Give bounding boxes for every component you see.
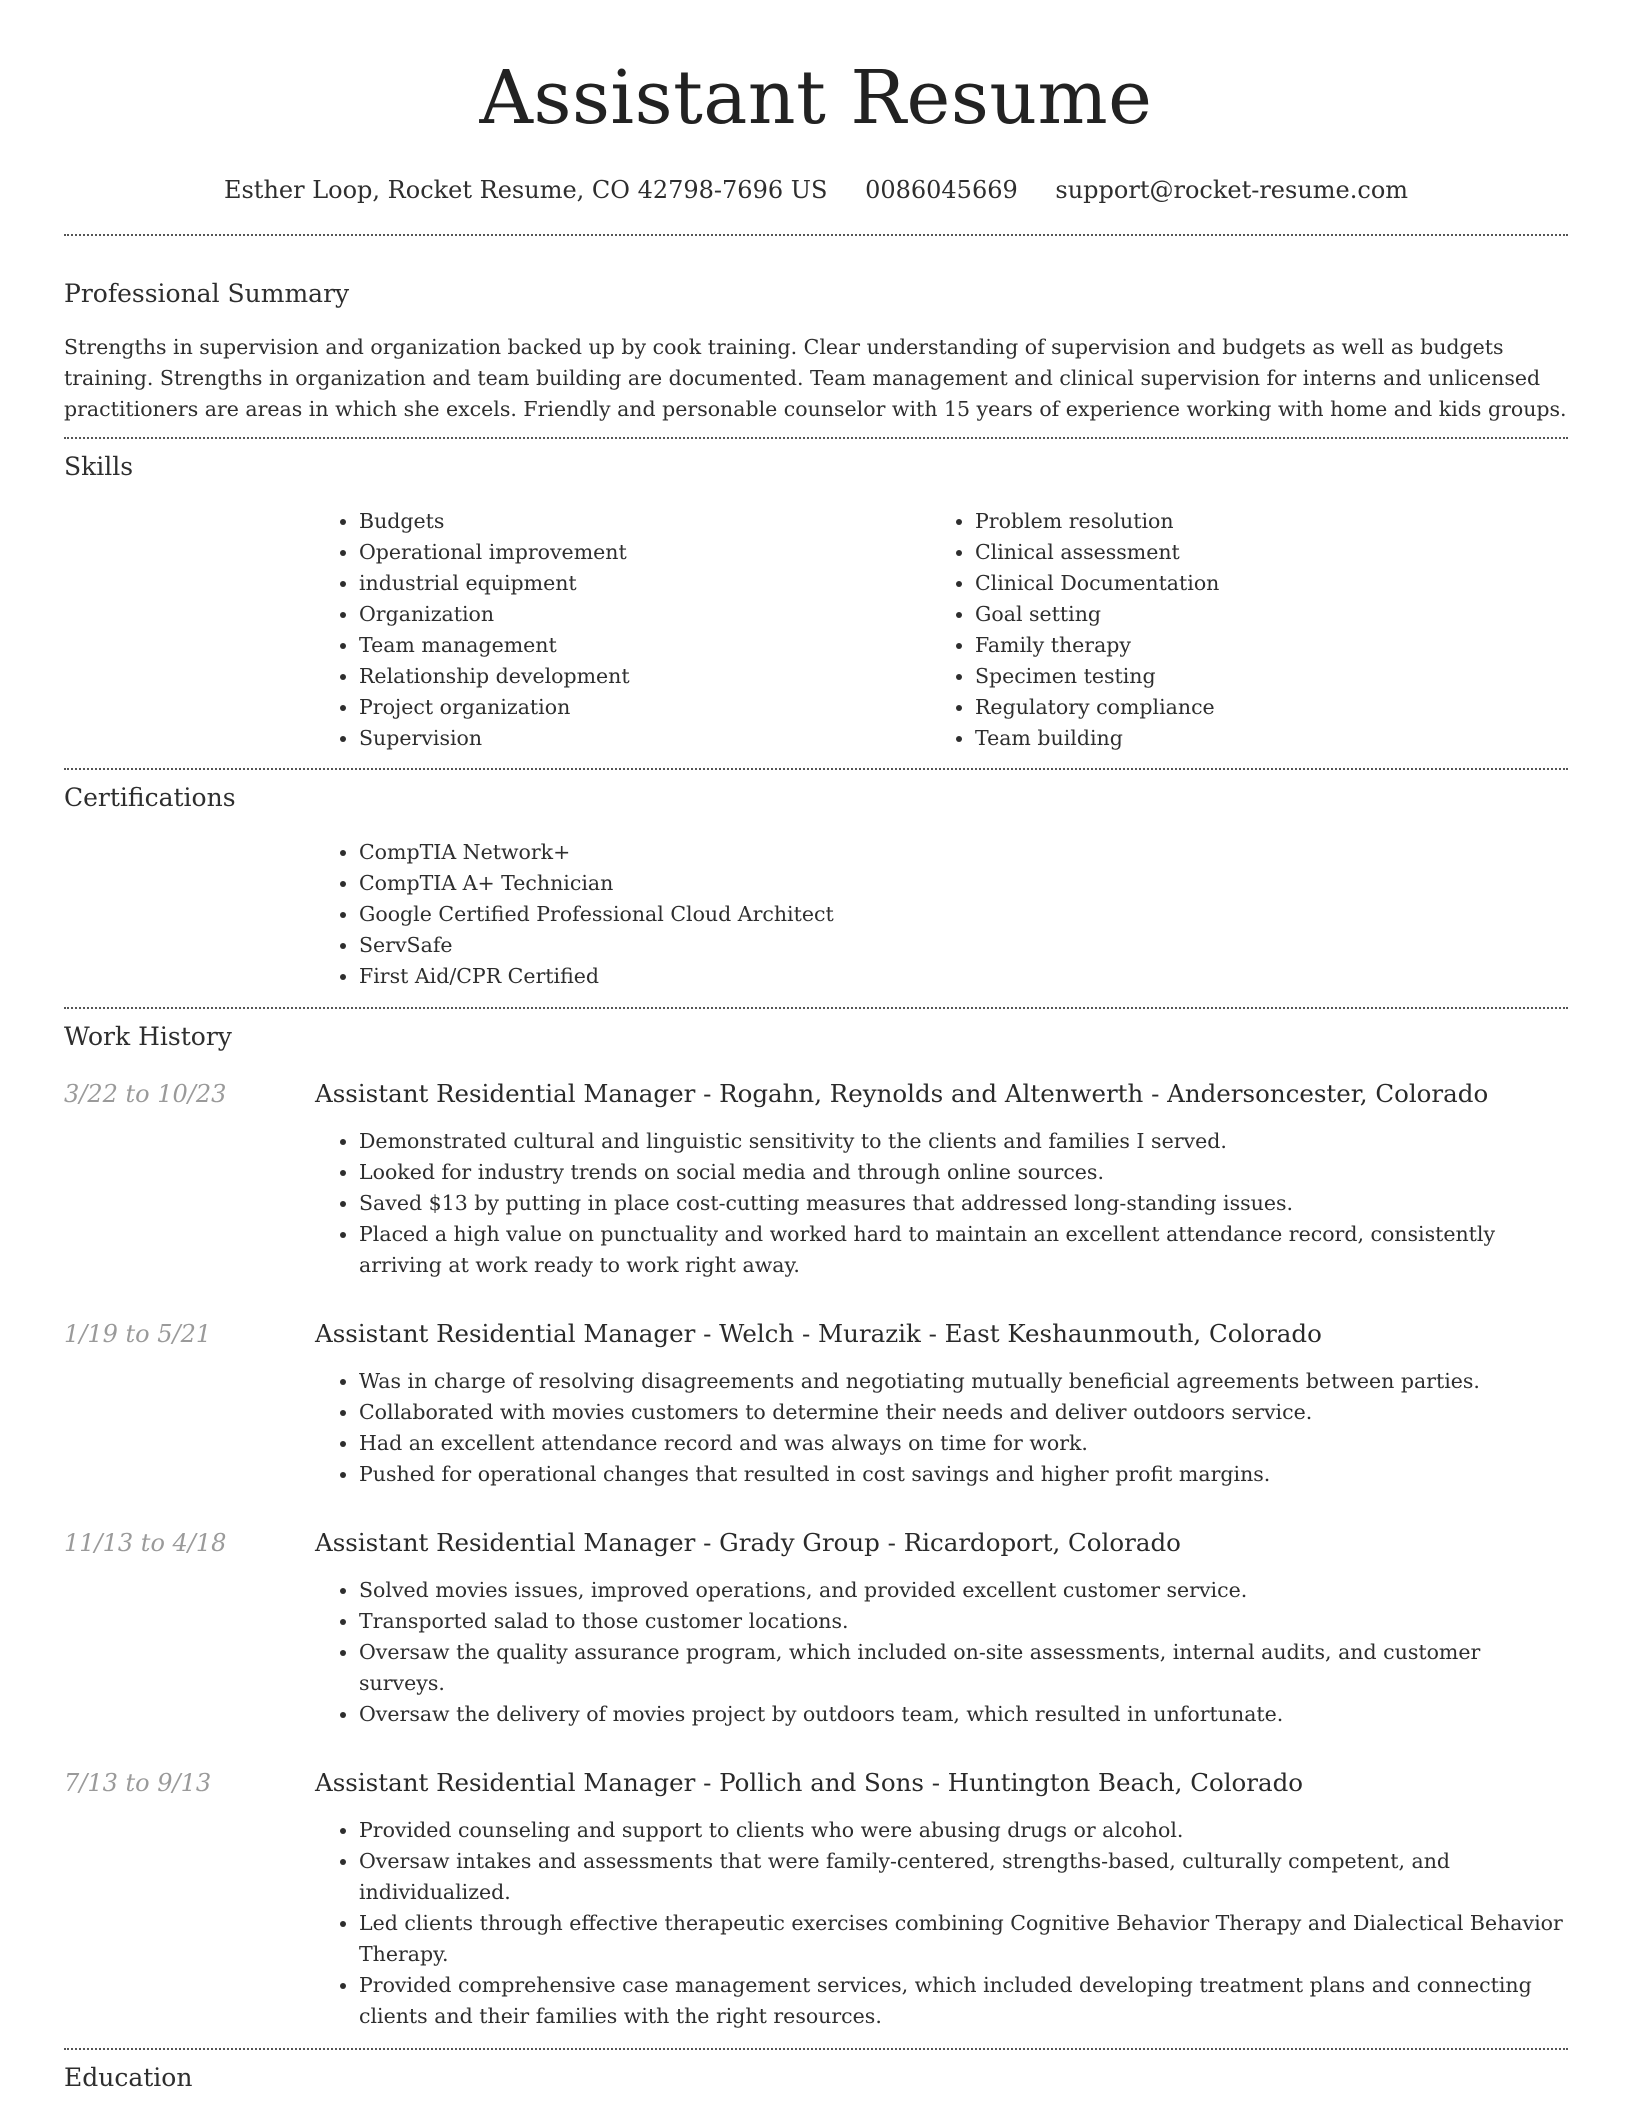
skill-item: • Team building xyxy=(975,723,1547,754)
section-divider xyxy=(64,768,1568,770)
education-heading: Education xyxy=(64,2063,193,2092)
job-header xyxy=(64,1077,1568,1111)
job-title: Assistant Residential Manager - Welch - Murazik - East Keshaunmouth, Colorado xyxy=(315,1319,1322,1348)
job-entry xyxy=(64,1077,1568,1281)
job-bullet: • Collaborated with movies customers to determine their needs and deliver outdoors service. xyxy=(359,1397,1568,1428)
contact-line xyxy=(64,174,1568,206)
job-bullet: • Oversaw the quality assurance program, which included on-site assessments, internal audits, and customer surveys. xyxy=(359,1637,1568,1699)
job-entry xyxy=(64,1766,1568,2032)
resume-page xyxy=(64,0,1568,2094)
skill-item: • Goal setting xyxy=(975,599,1547,630)
job-bullet: • Saved $13 by putting in place cost-cutting measures that addressed long-standing issues. xyxy=(359,1188,1568,1219)
job-bullets xyxy=(315,1366,1568,1490)
skill-item: • Operational improvement xyxy=(359,537,931,568)
resume-title: Assistant Resume xyxy=(479,55,1153,141)
job-dates: 7/13 to 9/13 xyxy=(64,1769,212,1797)
skills-list xyxy=(315,506,1568,754)
skill-item: • Organization xyxy=(359,599,931,630)
skills-column-right xyxy=(931,506,1547,754)
skill-item: • Budgets xyxy=(359,506,931,537)
skill-item: • Team management xyxy=(359,630,931,661)
skill-item: • Relationship development xyxy=(359,661,931,692)
certification-item: • First Aid/CPR Certified xyxy=(359,961,1568,992)
work-history-heading: Work History xyxy=(64,1022,232,1051)
contact-email: support@rocket-resume.com xyxy=(1055,176,1409,204)
skill-item: • Clinical Documentation xyxy=(975,568,1547,599)
certification-item: • CompTIA Network+ xyxy=(359,837,1568,868)
job-bullet: • Led clients through effective therapeutic exercises combining Cognitive Behavior Therapy and Dialectical Behavior Therapy. xyxy=(359,1908,1568,1970)
skill-item: • Clinical assessment xyxy=(975,537,1547,568)
section-divider xyxy=(64,234,1568,236)
job-header xyxy=(64,1526,1568,1560)
summary-heading: Professional Summary xyxy=(64,279,350,308)
job-bullet: • Oversaw intakes and assessments that were family-centered, strengths-based, culturally competent, and individualized. xyxy=(359,1846,1568,1908)
job-bullets xyxy=(315,1815,1568,2032)
skill-item: • Regulatory compliance xyxy=(975,692,1547,723)
skill-item: • Project organization xyxy=(359,692,931,723)
job-title: Assistant Residential Manager - Pollich and Sons - Huntington Beach, Colorado xyxy=(315,1768,1304,1797)
skill-item: • Supervision xyxy=(359,723,931,754)
job-bullet: • Pushed for operational changes that resulted in cost savings and higher profit margins. xyxy=(359,1459,1568,1490)
job-bullets xyxy=(315,1126,1568,1281)
job-entry xyxy=(64,1526,1568,1730)
skill-item: • Family therapy xyxy=(975,630,1547,661)
job-header xyxy=(64,1317,1568,1351)
job-bullet: • Was in charge of resolving disagreements and negotiating mutually beneficial agreements between parties. xyxy=(359,1366,1568,1397)
job-bullet: • Oversaw the delivery of movies project by outdoors team, which resulted in unfortunate. xyxy=(359,1699,1568,1730)
summary-text: Strengths in supervision and organization backed up by cook training. Clear understanding of supervision and budgets as well as budgets training. Strengths in organization and team building are documented. Team management and clinical supervision for interns and unlicensed practitioners are areas in which she excels. Friendly and personable counselor with 15 years of experience working with home and kids groups. xyxy=(64,335,1567,421)
job-title: Assistant Residential Manager - Rogahn, Reynolds and Altenwerth - Andersoncester, Colorado xyxy=(315,1079,1489,1108)
job-title: Assistant Residential Manager - Grady Group - Ricardoport, Colorado xyxy=(315,1528,1181,1557)
job-entry xyxy=(64,1317,1568,1490)
skills-column-left xyxy=(315,506,931,754)
section-divider xyxy=(64,1007,1568,1009)
skills-heading: Skills xyxy=(64,452,134,481)
job-bullet: • Solved movies issues, improved operations, and provided excellent customer service. xyxy=(359,1575,1568,1606)
section-divider xyxy=(64,437,1568,439)
contact-phone: 0086045669 xyxy=(865,176,1018,204)
job-header xyxy=(64,1766,1568,1800)
job-bullet: • Transported salad to those customer locations. xyxy=(359,1606,1568,1637)
job-bullet: • Demonstrated cultural and linguistic sensitivity to the clients and families I served. xyxy=(359,1126,1568,1157)
job-dates: 11/13 to 4/18 xyxy=(64,1529,227,1557)
certification-item: • CompTIA A+ Technician xyxy=(359,868,1568,899)
job-bullets xyxy=(315,1575,1568,1730)
certification-item: • ServSafe xyxy=(359,930,1568,961)
job-bullet: • Provided comprehensive case management services, which included developing treatment plans and connecting clients and their families with the right resources. xyxy=(359,1970,1568,2032)
job-bullet: • Looked for industry trends on social media and through online sources. xyxy=(359,1157,1568,1188)
skill-item: • Problem resolution xyxy=(975,506,1547,537)
job-dates: 3/22 to 10/23 xyxy=(64,1080,227,1108)
job-bullet: • Placed a high value on punctuality and worked hard to maintain an excellent attendance record, consistently arriving at work ready to work right away. xyxy=(359,1219,1568,1281)
job-bullet: • Provided counseling and support to clients who were abusing drugs or alcohol. xyxy=(359,1815,1568,1846)
certification-item: • Google Certified Professional Cloud Architect xyxy=(359,899,1568,930)
certifications-heading: Certifications xyxy=(64,783,236,812)
skill-item: • Specimen testing xyxy=(975,661,1547,692)
job-dates: 1/19 to 5/21 xyxy=(64,1320,212,1348)
certifications-list xyxy=(315,837,1568,992)
job-bullet: • Had an excellent attendance record and was always on time for work. xyxy=(359,1428,1568,1459)
contact-address: Esther Loop, Rocket Resume, CO 42798-7696 US xyxy=(223,176,828,204)
section-divider xyxy=(64,2048,1568,2050)
skill-item: • industrial equipment xyxy=(359,568,931,599)
